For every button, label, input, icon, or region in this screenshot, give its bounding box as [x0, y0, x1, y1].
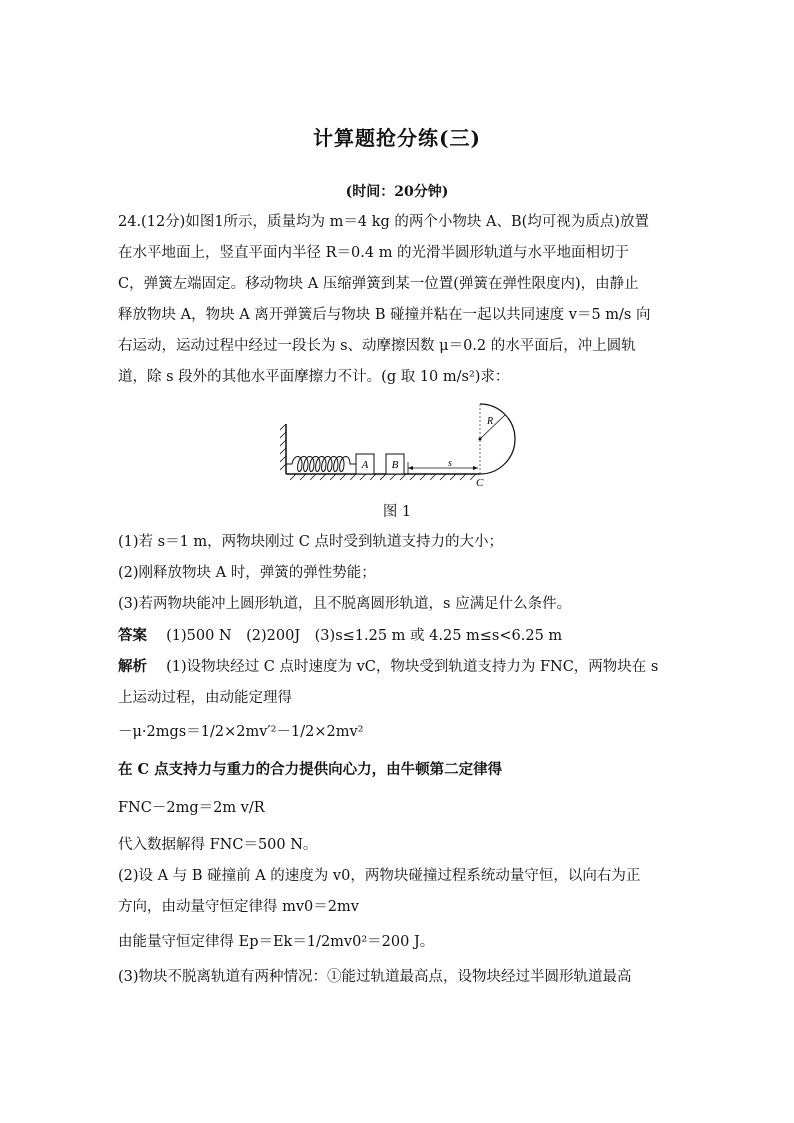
block-b-label: B: [391, 459, 399, 471]
problem-line: C，弹簧左端固定。移动物块 A 压缩弹簧到某一位置(弹簧在弹性限度内)，由静止: [118, 276, 639, 292]
analysis-line: [118, 657, 680, 677]
page-title: 计算题抢分练(三): [313, 126, 481, 150]
s-arrow-right: [473, 466, 478, 470]
s-label: s: [448, 458, 452, 469]
equation-newton: FNC－2mg＝2m v/R: [118, 800, 265, 816]
problem-line: 道，除 s 段外的其他水平面摩擦力不计。(g 取 10 m/s²)求：: [118, 369, 510, 385]
ground-hatch: [290, 474, 476, 480]
time-limit: (时间：20分钟): [345, 184, 449, 200]
problem-line: 在水平地面上，竖直平面内半径 R＝0.4 m 的光滑半圆形轨道与水平地面相切于: [118, 245, 630, 261]
s-arrow-left: [408, 466, 413, 470]
question-2: (2)刚释放物块 A 时，弹簧的弹性势能；: [118, 565, 376, 581]
radius-label: R: [487, 416, 494, 427]
question-1: (1)若 s＝1 m，两物块刚过 C 点时受到轨道支持力的大小；: [118, 534, 503, 550]
answer-line: [118, 626, 680, 646]
block-a-label: A: [361, 459, 369, 471]
figure-1-diagram: [280, 402, 520, 492]
analysis-line: 代入数据解得 FNC＝500 N。: [118, 837, 318, 853]
semicircle-track: [480, 404, 515, 474]
equation-work-energy: －μ·2mgs＝1/2×2mv′²－1/2×2mv²: [118, 724, 364, 740]
analysis-line: 在 C 点支持力与重力的合力提供向心力，由牛顿第二定律得: [118, 761, 503, 778]
figure-caption: 图 1: [382, 504, 412, 520]
analysis-text: (1)设物块经过 C 点时速度为 vC，物块受到轨道支持力为 FNC，两物块在 s: [166, 659, 659, 675]
problem-line: 右运动，运动过程中经过一段长为 s、动摩擦因数 μ＝0.2 的水平面后，冲上圆轨: [118, 338, 636, 354]
analysis-label: 解析: [118, 658, 147, 675]
problem-line: 释放物块 A，物块 A 离开弹簧后与物块 B 碰撞并粘在一起以共同速度 v＝5 m/s 向: [118, 307, 651, 323]
problem-line: 24.(12分)如图1所示，质量均为 m＝4 kg 的两个小物块 A、B(均可视为质点)放置: [118, 214, 649, 230]
answer-label: 答案: [118, 627, 147, 644]
point-c-label: C: [476, 477, 484, 489]
analysis-line: (3)物块不脱离轨道有两种情况：①能过轨道最高点，设物块经过半圆形轨道最高: [118, 969, 632, 985]
wall-hatch: [280, 424, 286, 470]
answer-text: (1)500 N (2)200J (3)s≤1.25 m 或 4.25 m≤s<6.25 m: [166, 628, 563, 644]
analysis-line: (2)设 A 与 B 碰撞前 A 的速度为 v0，两物块碰撞过程系统动量守恒，以向右为正: [118, 868, 641, 884]
analysis-line: 方向，由动量守恒定律得 mv0＝2mv: [118, 899, 359, 915]
spring: [286, 457, 356, 472]
question-3: (3)若两物块能冲上圆形轨道，且不脱离圆形轨道，s 应满足什么条件。: [118, 596, 572, 612]
analysis-line: 上运动过程，由动能定理得: [118, 690, 292, 706]
equation-energy: 由能量守恒定律得 Ep＝Ek＝1/2mv0²＝200 J。: [118, 934, 435, 950]
